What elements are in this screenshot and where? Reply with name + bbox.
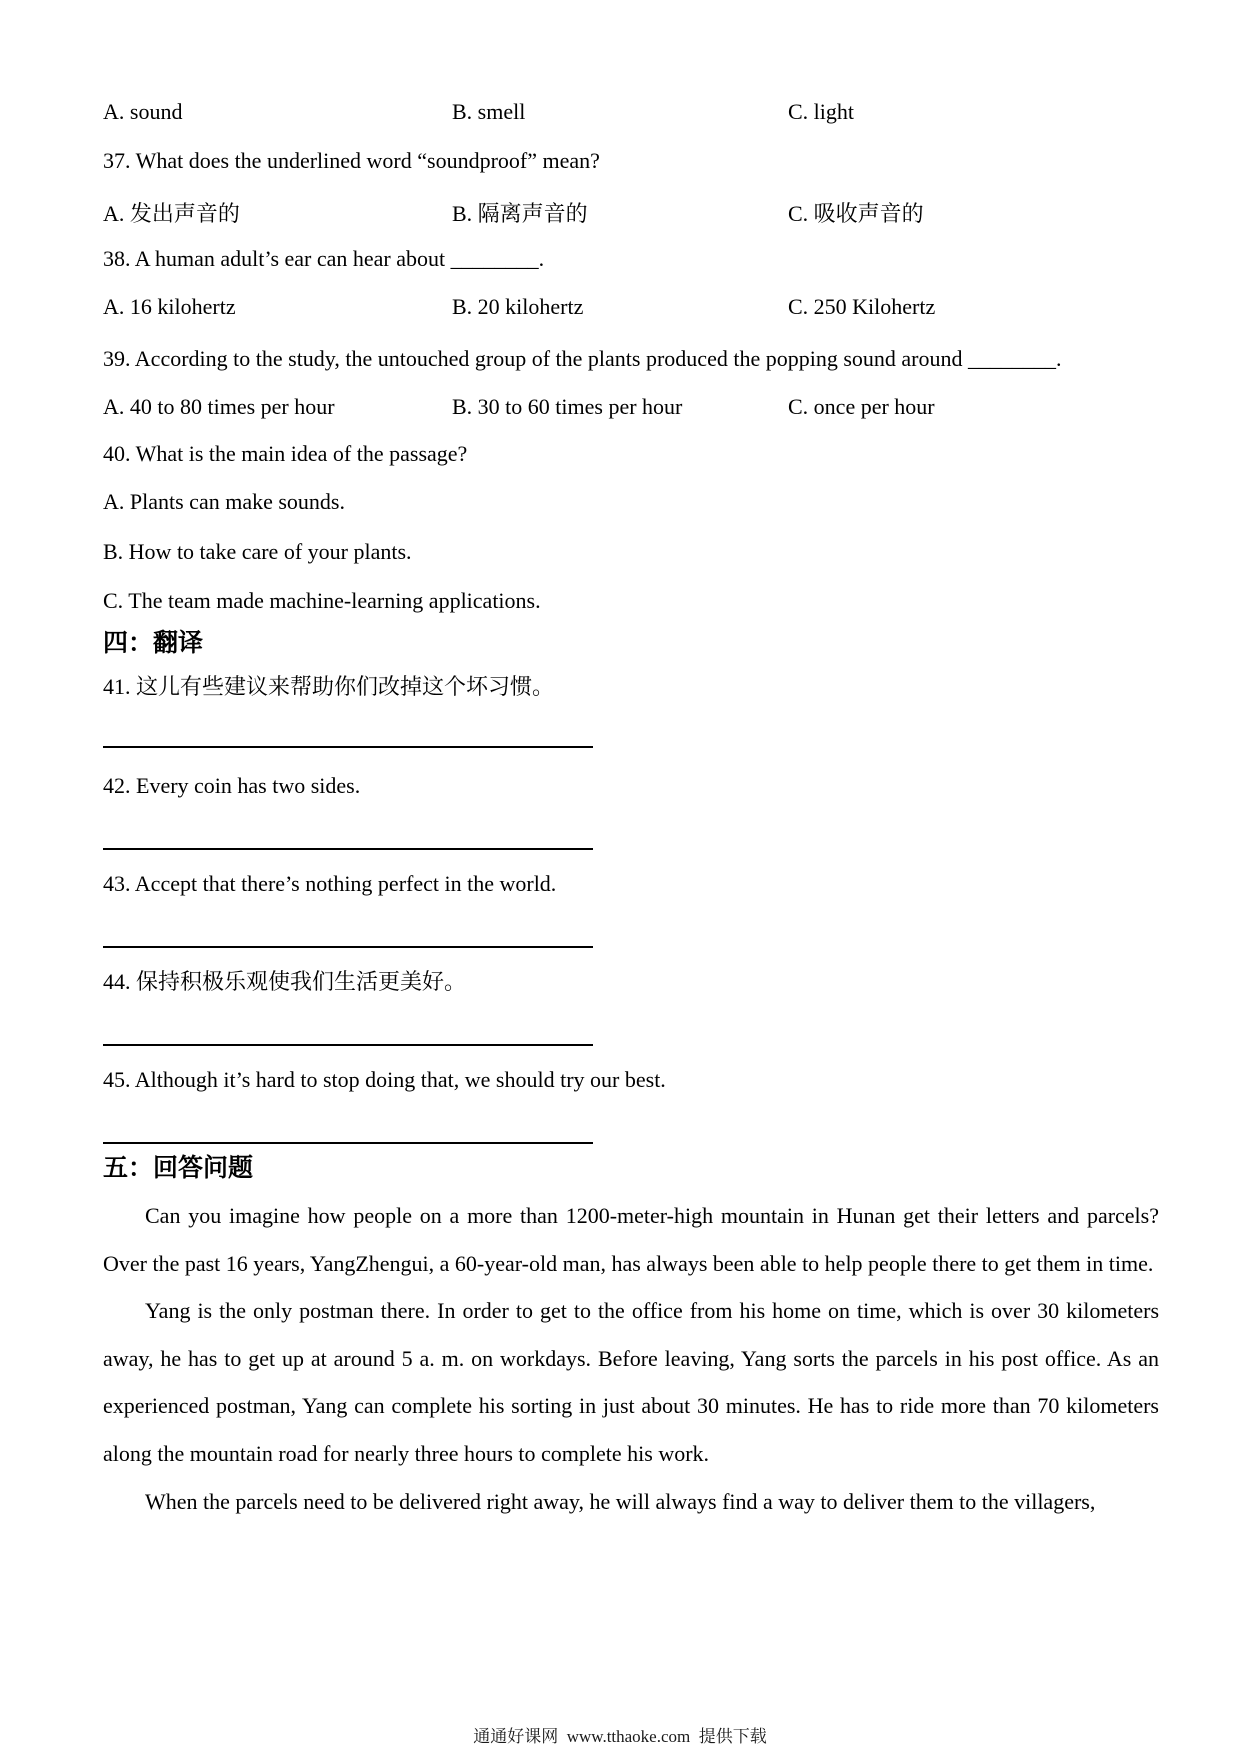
answer-blank-44	[103, 1044, 593, 1046]
answer-blank-41	[103, 746, 593, 748]
option-36-a: A. sound	[103, 99, 183, 124]
passage-paragraph-3: When the parcels need to be delivered right away, he will always find a way to deliver them to the villagers,	[145, 1488, 1096, 1514]
option-36-b: B. smell	[452, 99, 526, 124]
section-heading-answer-questions: 五：回答问题	[103, 1155, 254, 1182]
passage-paragraph-1: Can you imagine how people on a more than 1200-meter-high mountain in Hunan get their letters and parcels? Over the past 16 years, YangZhengui, a 60-year-old man, has always been able to help people there to get them in time.	[103, 1203, 1159, 1276]
option-38-c: C. 250 Kilohertz	[788, 294, 936, 319]
option-37-c: C. 吸收声音的	[788, 201, 924, 226]
answer-blank-42	[103, 848, 593, 850]
option-37-b: B. 隔离声音的	[452, 201, 588, 226]
option-40-c: C. The team made machine-learning applications.	[103, 588, 541, 613]
question-40: 40. What is the main idea of the passage?	[103, 441, 468, 466]
option-39-c: C. once per hour	[788, 394, 935, 419]
option-39-a: A. 40 to 80 times per hour	[103, 394, 335, 419]
option-37-a: A. 发出声音的	[103, 201, 240, 226]
reading-passage	[103, 1192, 1159, 1525]
answer-blank-43	[103, 946, 593, 948]
option-39-b: B. 30 to 60 times per hour	[452, 394, 683, 419]
option-40-a: A. Plants can make sounds.	[103, 489, 345, 514]
options-row-37	[103, 197, 1178, 227]
translation-question-45: 45. Although it’s hard to stop doing that, we should try our best.	[103, 1067, 666, 1092]
passage-paragraph-2: Yang is the only postman there. In order to get to the office from his home on time, which is over 30 kilometers away, he has to get up at around 5 a. m. on workdays. Before leaving, Yang sorts the parcels in his post office. As an experienced postman, Yang can complete his sorting in just about 30 minutes. He has to ride more than 70 kilometers along the mountain road for nearly three hours to complete his work.	[103, 1298, 1159, 1466]
translation-question-44: 44. 保持积极乐观使我们生活更美好。	[103, 969, 467, 994]
options-row-36	[103, 99, 1178, 129]
option-38-b: B. 20 kilohertz	[452, 294, 584, 319]
translation-question-42: 42. Every coin has two sides.	[103, 773, 361, 798]
options-row-39	[103, 394, 1178, 424]
section-heading-translation: 四：翻译	[103, 630, 204, 657]
option-38-a: A. 16 kilohertz	[103, 294, 236, 319]
option-40-b: B. How to take care of your plants.	[103, 539, 412, 564]
answer-blank-45	[103, 1142, 593, 1144]
options-row-38	[103, 294, 1178, 324]
question-37: 37. What does the underlined word “soundproof” mean?	[103, 148, 600, 173]
question-38: 38. A human adult’s ear can hear about ________.	[103, 246, 545, 271]
page-footer: 通通好课网 www.tthaoke.com 提供下载	[473, 1727, 767, 1746]
question-39: 39. According to the study, the untouched group of the plants produced the popping sound around ________.	[103, 346, 1062, 371]
translation-question-43: 43. Accept that there’s nothing perfect in the world.	[103, 871, 557, 896]
translation-question-41: 41. 这儿有些建议来帮助你们改掉这个坏习惯。	[103, 674, 555, 699]
option-36-c: C. light	[788, 99, 855, 124]
